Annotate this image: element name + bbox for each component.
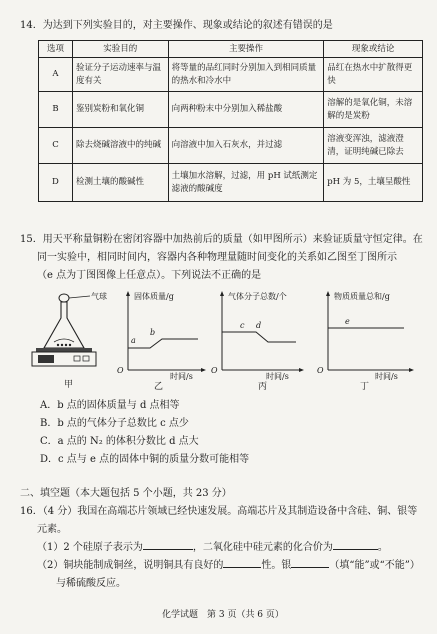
yi-xlabel: 时间/s	[170, 372, 193, 381]
table-header: 主要操作	[168, 41, 324, 58]
q16-sub2-text: 性。银	[261, 560, 292, 571]
table-row	[39, 58, 423, 92]
option-cell: D	[39, 164, 73, 202]
purpose-cell: 鉴别炭粉和氧化铜	[72, 92, 168, 128]
q16-line1: 16．（4 分）我国在高端芯片领域已经快速发展。高端芯片及其制造设备中含硅、铜、银等	[20, 506, 418, 517]
caption-jia: 甲	[64, 380, 74, 390]
table-row	[39, 164, 423, 202]
q16-sub2-cont: 与稀硫酸反应。	[56, 578, 126, 589]
graph-ding	[318, 290, 418, 380]
answer-blank[interactable]	[223, 567, 261, 568]
table-header: 选项	[39, 41, 73, 58]
yi-origin: O	[117, 366, 124, 375]
table-header: 现象或结论	[324, 41, 423, 58]
graph-yi	[118, 290, 208, 380]
bing-origin: O	[211, 366, 218, 375]
point-b: b	[150, 328, 156, 337]
point-c: c	[240, 321, 245, 330]
result-cell: 溶解的是氧化铜，未溶解的是炭粉	[324, 92, 423, 128]
result-cell: 品红在热水中扩散得更快	[324, 58, 423, 92]
point-e: e	[345, 317, 350, 326]
curve	[128, 339, 198, 348]
curve	[222, 332, 296, 342]
yi-ylabel: 固体质量/g	[134, 292, 174, 301]
q14-stem: 14．为达到下列实验目的，对主要操作、现象或结论的叙述有错误的是	[20, 20, 333, 31]
flask-icon	[44, 294, 84, 348]
q16-line2: 元素。	[37, 524, 67, 535]
caption-bing: 丙	[258, 382, 268, 392]
table-header: 实验目的	[72, 41, 168, 58]
q16-sub1-text: ，二氧化硅中硅元素的化合价为	[192, 542, 333, 553]
ding-ylabel: 物质质量总和/g	[334, 292, 390, 301]
bing-xlabel: 时间/s	[266, 372, 289, 381]
result-cell: pH 为 5，土壤呈酸性	[324, 164, 423, 202]
table-row	[39, 128, 423, 164]
caption-yi: 乙	[154, 382, 164, 392]
figure-jia	[30, 290, 110, 375]
option-cell: A	[39, 58, 73, 92]
q16-sub1-end: 。	[377, 542, 388, 553]
q15-line2: 同一实验中，相同时间内，容器内各种物理量随时间变化的关系如乙图至丁图所示	[37, 252, 397, 263]
q15-option-d: D．c 点与 e 点的固体中铜的质量分数可能相等	[40, 454, 250, 465]
answer-blank[interactable]	[333, 549, 378, 550]
table-row	[39, 92, 423, 128]
q16-sub1	[37, 542, 388, 554]
option-cell: C	[39, 128, 73, 164]
answer-blank[interactable]	[143, 549, 193, 550]
ding-origin: O	[317, 366, 324, 375]
q16-sub2	[37, 560, 420, 572]
operation-cell: 土壤加水溶解，过滤，用 pH 试纸测定滤液的酸碱度	[168, 164, 324, 202]
graph-bing	[212, 290, 307, 380]
section-title: 二、填空题（本大题包括 5 个小题，共 23 分）	[20, 488, 232, 499]
answer-blank[interactable]	[291, 567, 329, 568]
result-cell: 溶液变浑浊，滤液澄清，证明纯碱已除去	[324, 128, 423, 164]
q15-option-a: A．b 点的固体质量与 d 点相等	[40, 400, 180, 411]
page-footer: 化学试题 第 3 页（共 6 页）	[162, 610, 284, 620]
q16-sub2-text: （2）铜块能制成铜丝，说明铜具有良好的	[37, 560, 224, 571]
operation-cell: 向两种粉末中分别加入稀盐酸	[168, 92, 324, 128]
balloon-label: 气球	[91, 292, 107, 301]
bing-ylabel: 气体分子总数/个	[228, 292, 287, 301]
purpose-cell: 除去烧碱溶液中的纯碱	[72, 128, 168, 164]
q15-option-b: B．b 点的气体分子总数比 c 点少	[40, 418, 189, 429]
operation-cell: 向溶液中加入石灰水，并过滤	[168, 128, 324, 164]
caption-ding: 丁	[360, 382, 370, 392]
option-cell: B	[39, 92, 73, 128]
point-d: d	[256, 321, 262, 330]
purpose-cell: 验证分子运动速率与温度有关	[72, 58, 168, 92]
operation-cell: 将等量的品红同时分别加入到相同质量的热水和冷水中	[168, 58, 324, 92]
purpose-cell: 检测土壤的酸碱性	[72, 164, 168, 202]
q15-option-c: C．a 点的 N₂ 的体积分数比 d 点大	[40, 436, 199, 447]
balance-icon	[32, 348, 96, 366]
point-a: a	[131, 336, 136, 345]
q15-line1: 15．用天平称量铜粉在密闭容器中加热前后的质量（如甲图所示）来验证质量守恒定律。在	[20, 234, 423, 245]
q14-table	[38, 40, 423, 202]
table-header-row	[39, 41, 423, 58]
q16-sub2-text: （填“能”或“不能”）	[329, 560, 420, 571]
q15-line3: （e 点为丁图图像上任意点）。下列说法不正确的是	[37, 270, 262, 281]
q16-sub1-text: （1）2 个硅原子表示为	[37, 542, 143, 553]
ding-xlabel: 时间/s	[375, 372, 398, 381]
